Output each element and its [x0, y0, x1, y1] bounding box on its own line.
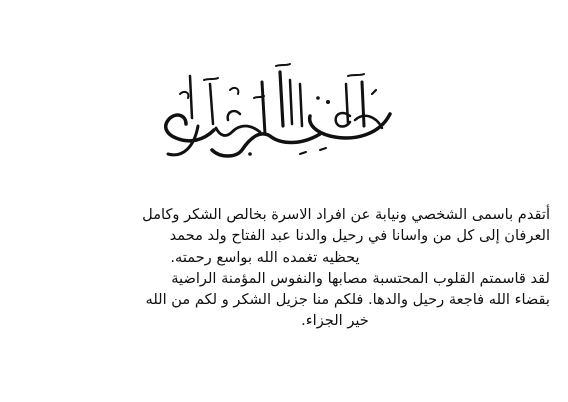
message-line-6: خير الجزاء. [301, 312, 369, 330]
message-line-1: أتقدم باسمى الشخصي ونيابة عن افراد الاسرة بخالص الشكر وكامل [142, 206, 550, 223]
message-line-2: العرفان إلى كل من واسانا في رحيل والدنا عبد الفتاح ولد محمد [169, 227, 550, 245]
calligraphy-heading [150, 54, 400, 164]
condolence-message [20, 204, 550, 332]
message-line-4: لقد قاسمتم القلوب المحتسبة مصابها والنفوس المؤمنة الراضية [171, 269, 550, 287]
message-line-3: يحظيه تغمده الله بواسع رحمته. [170, 248, 360, 266]
calligraphy-graphic [150, 54, 400, 164]
message-line-5: بقضاء الله فاجعة رحيل والدها. فلكم منا جزيل الشكر و لكم من الله [145, 291, 550, 309]
